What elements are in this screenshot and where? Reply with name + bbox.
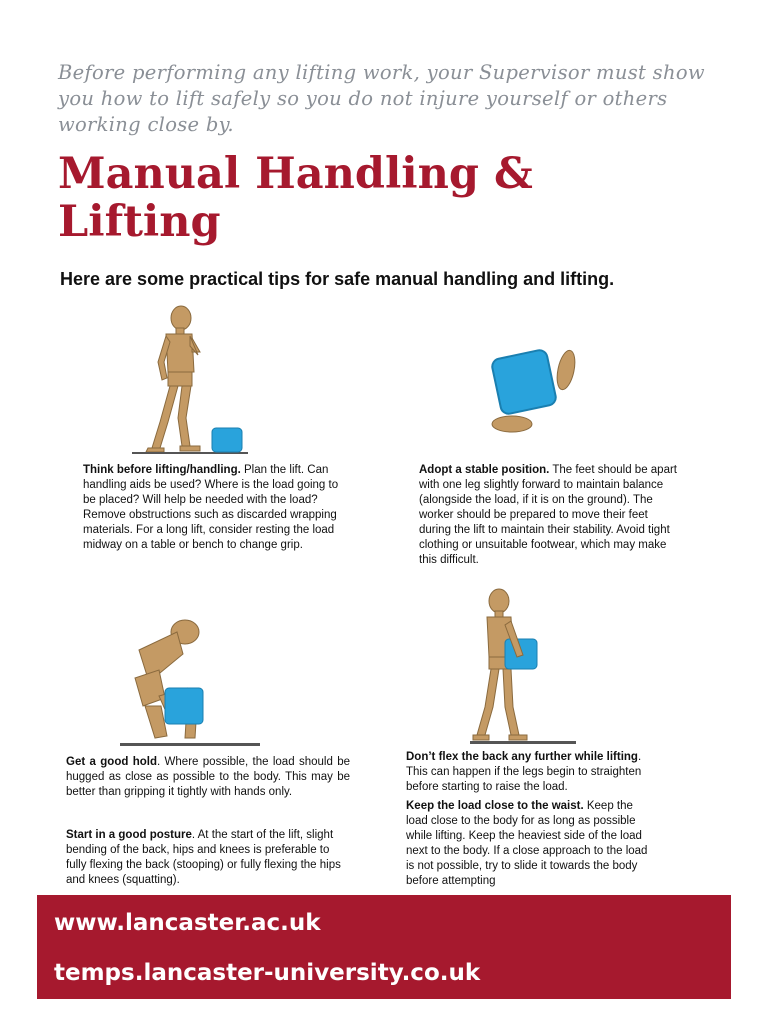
footer-link-temps[interactable]: temps.lancaster-university.co.uk (54, 960, 481, 986)
tip-body: Keep the load close to the body for as long as possible while lifting. Keep the heaviest side of the load next to the body. If a close approach to the load is not possible, try to slide it towards the body before attempting (406, 800, 648, 887)
tip-stable-position (419, 463, 681, 568)
tip-body: . At the start of the lift, slight bending of the back, hips and knees is preferable to fully flexing the back (stooping) or fully flexing the hips and knees (squatting). (66, 829, 341, 886)
footer-banner (37, 895, 731, 999)
tip-good-posture (66, 828, 350, 887)
footer-link-lancaster[interactable]: www.lancaster.ac.uk (54, 910, 321, 936)
tip-heading: Don’t flex the back any further while lifting (406, 751, 638, 763)
tip-body: The feet should be apart with one leg slightly forward to maintain balance (alongside the load, if it is on the ground). The worker should be prepared to move their feet during the lift to maintain their stability. Avoid tight clothing or unsuitable footwear, which may make this difficult. (419, 464, 678, 566)
title-line-2: Lifting (58, 197, 221, 247)
tip-dont-flex-back (406, 750, 656, 795)
tip-think-before-lifting (83, 463, 353, 553)
tip-heading: Start in a good posture (66, 829, 192, 841)
good-hold-illustration (115, 610, 265, 750)
tip-heading: Get a good hold (66, 756, 157, 768)
tip-body: . Where possible, the load should be hugged as close as possible to the body. This may be better than gripping it tightly with hands only. (66, 756, 350, 798)
tip-heading: Adopt a stable position. (419, 464, 550, 476)
tip-heading: Think before lifting/handling. (83, 464, 241, 476)
tip-body: . This can happen if the legs begin to straighten before starting to raise the load. (406, 751, 642, 793)
tip-load-close (406, 799, 656, 887)
tip-good-hold (66, 755, 350, 800)
keep-close-illustration (465, 585, 580, 750)
subtitle: Here are some practical tips for safe manual handling and lifting. (60, 269, 615, 289)
tip-good-posture-clip (66, 828, 350, 887)
tip-load-close-clip (406, 799, 656, 887)
page-title (58, 150, 738, 246)
stable-position-illustration (480, 340, 590, 440)
tip-body: Plan the lift. Can handling aids be used? Where is the load going to be placed? Will help be needed with the load? Remove obstructions such as discarded wrapping materials. For a long lift, consider resting the load midway on a table or bench to change grip. (83, 464, 339, 551)
intro-text: Before performing any lifting work, your Supervisor must show you how to lift safely so you do not injure yourself or others working close by. (58, 61, 705, 136)
title-line-1: Manual Handling & (58, 149, 533, 199)
tip-heading: Keep the load close to the waist. (406, 800, 584, 812)
think-illustration (120, 300, 270, 460)
